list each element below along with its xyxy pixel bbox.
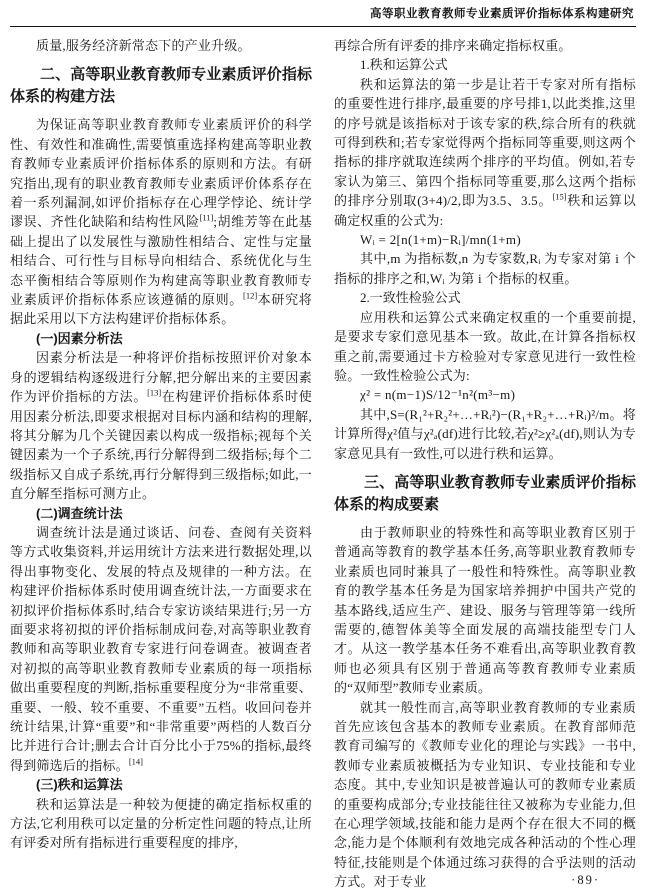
- citation-marker-11: [11]: [199, 213, 214, 224]
- paragraph-rank-procedure: [334, 75, 636, 230]
- text-run: 秩和运算以确定权重的公式为:: [334, 193, 636, 228]
- text-run: ;胡维芳等在此基础上提出了以发展性与激励性相结合、定性与定量相结合、可行性与目标导向相结合、系统优化与生态平衡相结合等原则作为构建高等职业教育教师专业素质评价指标体系应该遵循的原则。: [10, 214, 312, 308]
- text-run: 在构建评价指标体系时使用因素分析法,即要求根据对目标内涵和结构的理解,将其分解为几个关键因素以构成一级指标;视每个关键因素为一个子系统,再行分解得到二级指标;每个二级指标又自成子系统,再行分解得到三级指标;如此,一直分解至指标可测方止。: [10, 389, 312, 502]
- citation-marker-15: [15]: [552, 191, 567, 202]
- paragraph-construction-principles: [10, 115, 312, 328]
- paragraph-consistency-premise: 应用秩和运算公式来确定权重的一个重要前提,是要求专家们意见基本一致。故此,在计算各指标权重之前,需要通过卡方检验对专家意见进行一致性检验。一致性检验公式为:: [334, 309, 636, 383]
- citation-marker-14: [14]: [128, 756, 143, 767]
- paragraph-intro-continuation: 质量,服务经济新常态下的产业升级。: [36, 38, 251, 53]
- paragraph-chi-square-explanation: 其中,S=(R₁²+R₂²+…+Rᵢ²)−(R₁+R₂+…+Rᵢ)²/m。将计算所得χ²值与χ²ₐ(df)进行比较,若χ²≥χ²ₐ(df),则认为专家意见具有一致性,可以进行秩和运算。: [334, 406, 636, 461]
- page-number: ·89·: [571, 873, 600, 887]
- paragraph-factor-analysis: [10, 348, 312, 503]
- running-head-title: 高等职业教育教师专业素质评价指标体系构建研究: [370, 8, 634, 20]
- section-heading-3: 三、高等职业教育教师专业素质评价指标体系的构成要素: [334, 473, 636, 513]
- right-column: [334, 36, 636, 892]
- two-column-body: [10, 36, 636, 892]
- paragraph-rank-sum-continuation: 再综合所有评委的排序来确定指标权重。: [334, 38, 572, 53]
- numbered-heading-consistency-formula: 2.一致性检验公式: [360, 290, 461, 306]
- text-run: 调查统计法是通过谈话、问卷、查阅有关资料等方式收集资料,并运用统计方法来进行数据处理,以得出事物变化、发展的特点及规律的一种方法。在构建评价指标体系时使用调查统计法,一方面要求在初拟评价指标体系时,结合专家访谈结果进行;另一方面要求将初拟的评价指标制成问卷,对高等职业教育教师和高等职业教育专家进行问卷调查。被调查者对初拟的高等职业教育教师专业素质的每一项指标做出重要程度的判断,指标重要程度分为“非常重要、重要、一般、较不重要、不重要”五档。收回问卷并统计结果,计算“重要”和“非常重要”两档的人数百分比并进行合计;删去合计百分比小于75%的指标,最终得到筛选后的指标。: [10, 524, 312, 773]
- formula-chi-square: χ² = n(m−1)S/12⁻¹n²(m³−m): [360, 387, 516, 403]
- paragraph-formula-variables: 其中,m 为指标数,n 为专家数,Rᵢ 为专家对第 i 个指标的排序之和,Wᵢ 为第 i 个指标的权重。: [334, 251, 636, 286]
- paragraph-survey-statistics: [10, 523, 312, 775]
- numbered-heading-rank-formula: 1.秩和运算公式: [360, 57, 448, 73]
- text-run: 因素分析法是一种将评价指标按照评价对象本身的逻辑结构逐级进行分解,把分解出来的主要因素作为评价指标的方法。: [10, 350, 312, 405]
- sub-heading-rank-sum: (三)秩和运算法: [36, 777, 123, 793]
- text-run: 秩和运算法的第一步是让若干专家对所有指标的重要性进行排序,最重要的序号排1,以此类推,这里的序号就是该指标对于该专家的秩,综合所有的秩就可得到秩和;若专家觉得两个指标同等重要,则这两个指标的排序就取连续两个排序的平均值。例如,若专家认为第三、第四个指标同等重要,那么这两个指标的排序分别取(3+4)/2,即为3.5、3.5。: [334, 76, 636, 209]
- text-run: 本研究将据此采用以下方法构建评价指标体系。: [10, 292, 312, 327]
- text-run: 为保证高等职业教育教师专业素质评价的科学性、有效性和准确性,需要慎重选择构建高等职业教育教师专业素质评价指标体系的原则和方法。有研究指出,现有的职业教育教师专业素质评价体系存在着一系列漏洞,如评价指标存在心理学悖论、统计学谬误、齐性化缺陷和结构性风险: [10, 117, 312, 230]
- sub-heading-survey-statistics: (二)调查统计法: [36, 505, 123, 521]
- paragraph-rank-sum-intro: 秩和运算法是一种较为便捷的确定指标权重的方法,它利用秩可以定量的分析定性问题的特点,让所有评委对所有指标进行重要程度的排序,: [10, 796, 312, 851]
- paragraph-dual-qualified-teacher: 由于教师职业的特殊性和高等职业教育区别于普通高等教育的教学基本任务,高等职业教育教师专业素质也同时兼具了一般性和特殊性。高等职业教育的教学基本任务是为国家培养拥护中国共产党的基本路线,适应生产、建设、服务与管理等第一线所需要的,德智体美等全面发展的高端技能型专门人才。从这一教学基本任务不难看出,高等职业教育教师也必须具有区别于普通高等教育教师专业素质的“双师型”教师专业素质。: [334, 524, 636, 696]
- paragraph-general-quality: 就其一般性而言,高等职业教育教师的专业素质首先应该包含基本的教师专业素质。在教育部师范教育司编写的《教师专业化的理论与实践》一书中,教师专业素质被概括为专业知识、专业技能和专业态度。其中,专业知识是被普遍认可的教师专业素质的重要构成部分;专业技能往往又被称为专业能力,但在心理学领域,技能和能力是两个存在很大不同的概念,能力是个体顺利有效地完成各种活动的个性心理特征,技能则是个体通过练习获得的合乎法则的活动方式。对于专业: [334, 699, 636, 890]
- citation-marker-12: [12]: [243, 290, 258, 301]
- left-column: [10, 36, 312, 892]
- header-rule: [10, 26, 636, 27]
- formula-weight: Wᵢ = 2[n(1+m)−Rᵢ]/mn(1+m): [360, 232, 521, 248]
- sub-heading-factor-analysis: (一)因素分析法: [36, 330, 123, 346]
- citation-marker-13: [13]: [147, 387, 162, 398]
- section-heading-2: 二、高等职业教育教师专业素质评价指标体系的构建方法: [10, 66, 312, 106]
